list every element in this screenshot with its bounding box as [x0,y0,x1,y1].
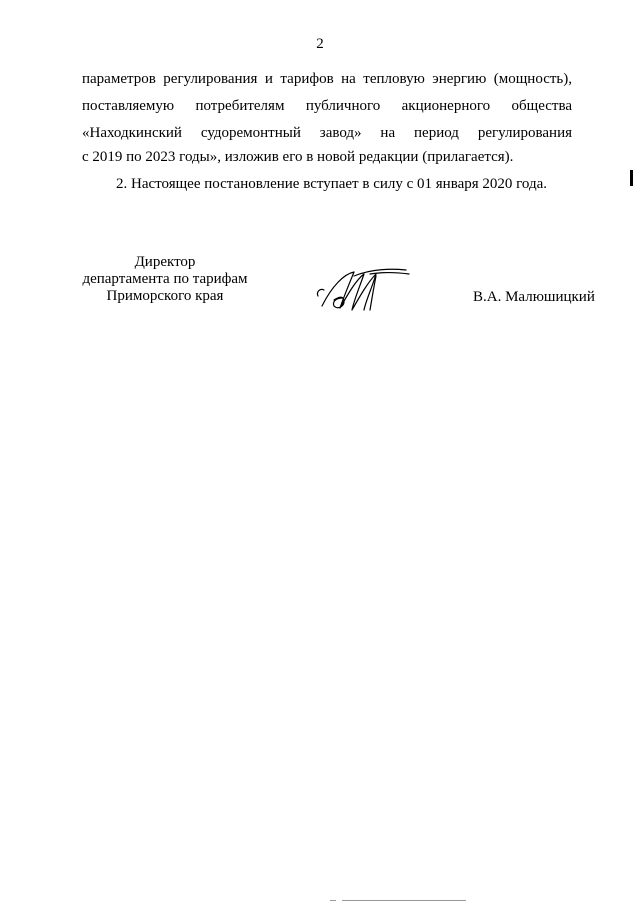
signatory-title-line-1: Директор [134,254,196,270]
signer-name: В.А. Малюшицкий [473,289,595,305]
handwritten-signature [314,266,414,314]
body-text-line-3: «Находкинский судоремонтный завод» на период регулирования [82,125,572,141]
body-text-line-4: с 2019 по 2023 годы», изложив его в новой редакции (прилагается). [82,149,514,165]
signatory-title-line-3: Приморского края [106,288,224,304]
page-number: 2 [316,36,324,52]
signatory-title [70,254,260,305]
scan-edge-mark [630,170,633,186]
body-text-line-2: поставляемую потребителям публичного акционерного общества [82,98,572,114]
footer-line [342,900,466,901]
paragraph-2: 2. Настоящее постановление вступает в силу с 01 января 2020 года. [116,176,548,192]
body-text-line-1: параметров регулирования и тарифов на тепловую энергию (мощность), [82,71,572,87]
footer-mark [330,900,336,901]
signatory-title-line-2: департамента по тарифам [82,271,248,287]
